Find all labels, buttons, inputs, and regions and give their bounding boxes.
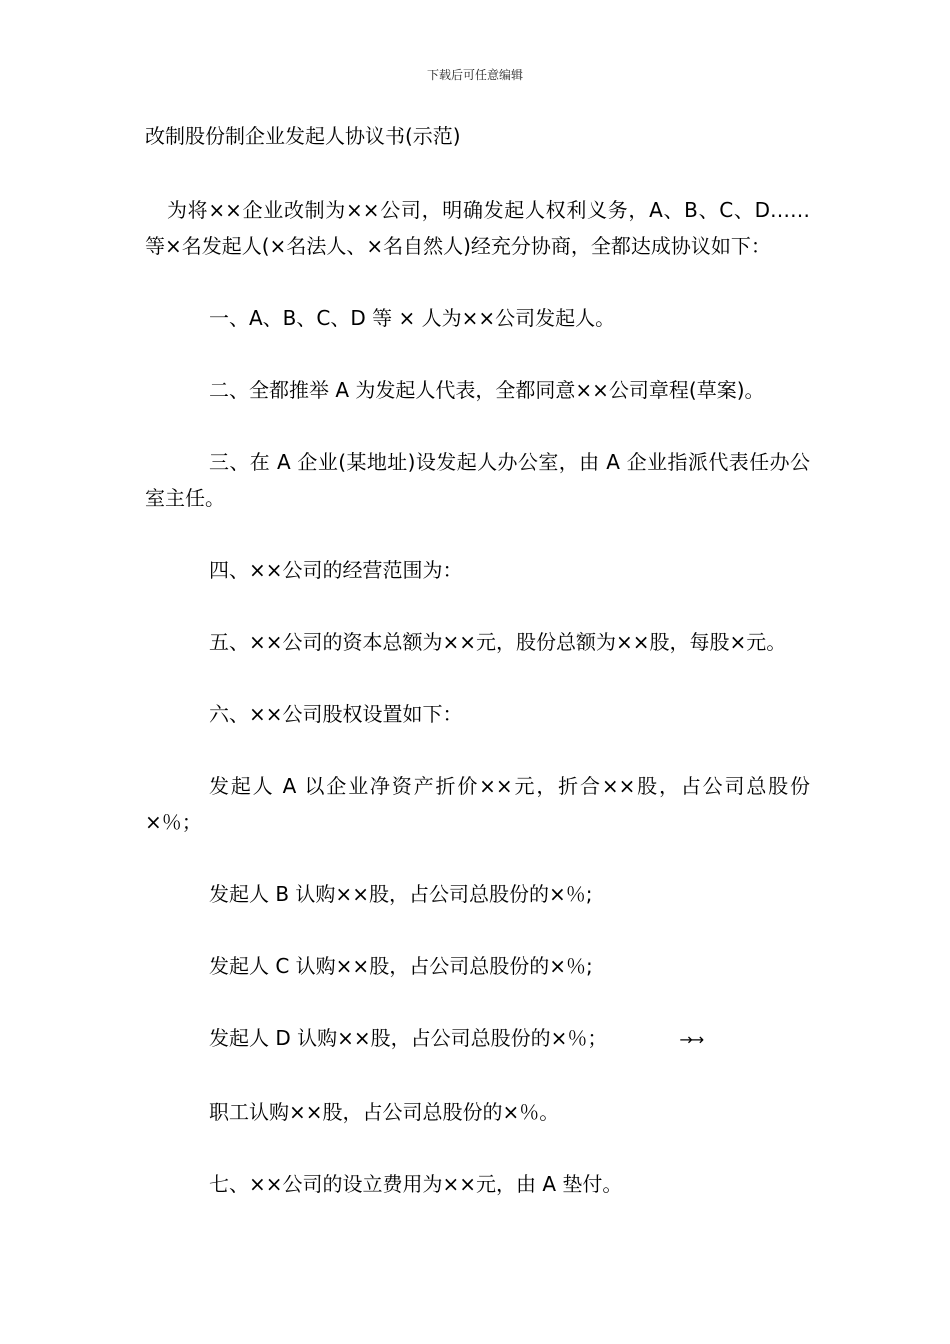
document-body xyxy=(145,118,810,1238)
share-item-staff: 职工认购××股，占公司总股份的×％。 xyxy=(209,1100,560,1124)
clause-6: 六、××公司股权设置如下： xyxy=(209,702,463,726)
share-item-c: 发起人 C 认购××股，占公司总股份的×％; xyxy=(209,954,593,978)
clause-5: 五、××公司的资本总额为××元，股份总额为××股，每股×元。 xyxy=(209,630,787,654)
clause-7: 七、××公司的设立费用为××元，由 A 垫付。 xyxy=(209,1172,623,1196)
arrow-mark: →→ xyxy=(679,1030,703,1049)
page-header: 下载后可任意编辑 xyxy=(426,68,523,82)
share-item-d-row xyxy=(145,1020,810,1058)
share-item-a: 发起人 A 以企业净资产折价××元，折合××股，占公司总股份×％； xyxy=(145,774,810,834)
clause-2: 二、全都推举 A 为发起人代表，全都同意××公司章程(草案)。 xyxy=(209,378,765,402)
document-title: 改制股份制企业发起人协议书(示范) xyxy=(145,124,461,148)
clause-4: 四、××公司的经营范围为： xyxy=(209,558,463,582)
share-item-b: 发起人 B 认购××股，占公司总股份的×％; xyxy=(209,882,593,906)
share-item-d: 发起人 D 认购××股，占公司总股份的×％； xyxy=(209,1026,608,1050)
clause-3: 三、在 A 企业(某地址)设发起人办公室，由 A 企业指派代表任办公室主任。 xyxy=(145,450,810,510)
intro-paragraph: 为将××企业改制为××公司，明确发起人权利义务，A、B、C、D……等×名发起人(×名法人、×名自然人)经充分协商，全都达成协议如下： xyxy=(145,198,810,258)
clause-1: 一、A、B、C、D 等 × 人为××公司发起人。 xyxy=(209,306,616,330)
